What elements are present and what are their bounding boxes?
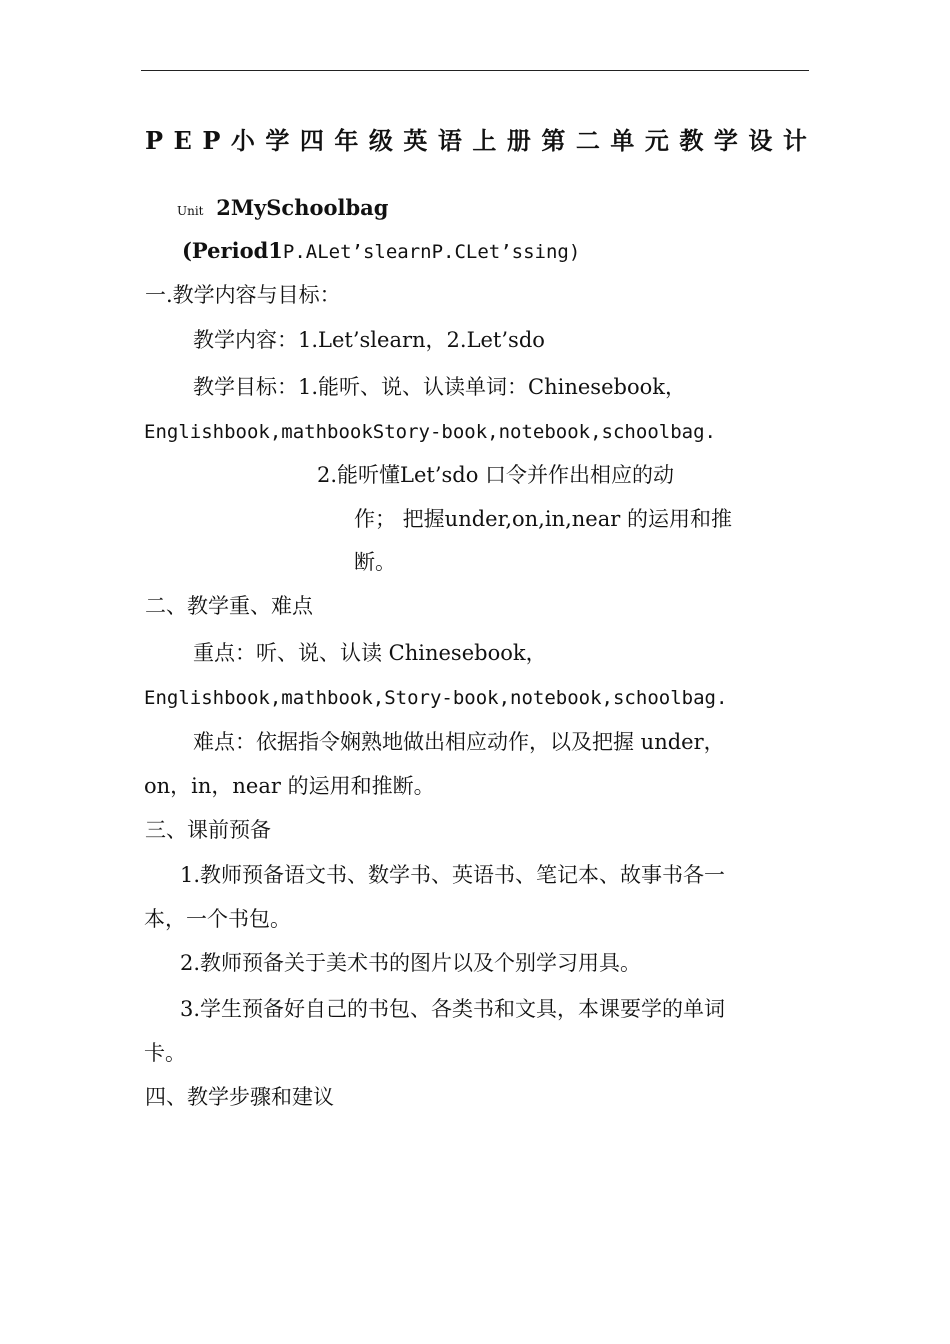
header-rule (141, 70, 809, 71)
unit-prefix: Unit (177, 204, 204, 218)
section-3-item1-line1: 1.教师预备语文书、数学书、英语书、笔记本、故事书各一 (180, 863, 726, 887)
section-2-diff-line1: 难点：依据指令娴熟地做出相应动作，以及把握 under， (193, 730, 725, 754)
section-1-goal2-line2: 作； 把握under,on,in,near 的运用和推 (354, 507, 732, 531)
section-1-goal-line1: 教学目标：1.能听、说、认读单词：Chinesebook， (193, 375, 686, 399)
section-2-heading: 二、教学重、难点 (145, 594, 313, 618)
section-3-heading: 三、课前预备 (145, 818, 271, 842)
section-1-goal2-line1: 2.能听懂Let’sdo 口令并作出相应的动 (317, 463, 675, 487)
section-4-heading: 四、教学步骤和建议 (145, 1085, 334, 1109)
section-2-key-line1: 重点：听、说、认读 Chinesebook， (193, 641, 547, 665)
unit-name: 2MySchoolbag (216, 195, 389, 220)
section-2-diff-line2: on，in，near 的运用和推断。 (144, 774, 435, 798)
section-1-heading: 一.教学内容与目标： (145, 283, 341, 307)
period-rest: P.ALet’slearnP.CLet’ssing) (282, 241, 581, 263)
section-1-goal-line2: Englishbook,mathbookStory-book,notebook,schoolbag. (144, 421, 716, 443)
page-title: PEP小学四年级英语上册第二单元教学设计 (145, 126, 818, 155)
section-1-content: 教学内容：1.Let’slearn，2.Let’sdo (193, 328, 545, 352)
unit-heading (177, 195, 388, 224)
section-3-item3-line2: 卡。 (144, 1041, 186, 1065)
section-2-key-line2: Englishbook,mathbook,Story-book,notebook,schoolbag. (144, 687, 728, 709)
section-3-item2: 2.教师预备关于美术书的图片以及个别学习用具。 (180, 951, 642, 975)
section-1-goal2-line3: 断。 (354, 550, 396, 574)
section-3-item1-line2: 本，一个书包。 (144, 907, 291, 931)
period-bold: (Period1 (182, 238, 283, 263)
period-line (182, 238, 580, 265)
section-3-item3-line1: 3.学生预备好自己的书包、各类书和文具，本课要学的单词 (180, 997, 726, 1021)
